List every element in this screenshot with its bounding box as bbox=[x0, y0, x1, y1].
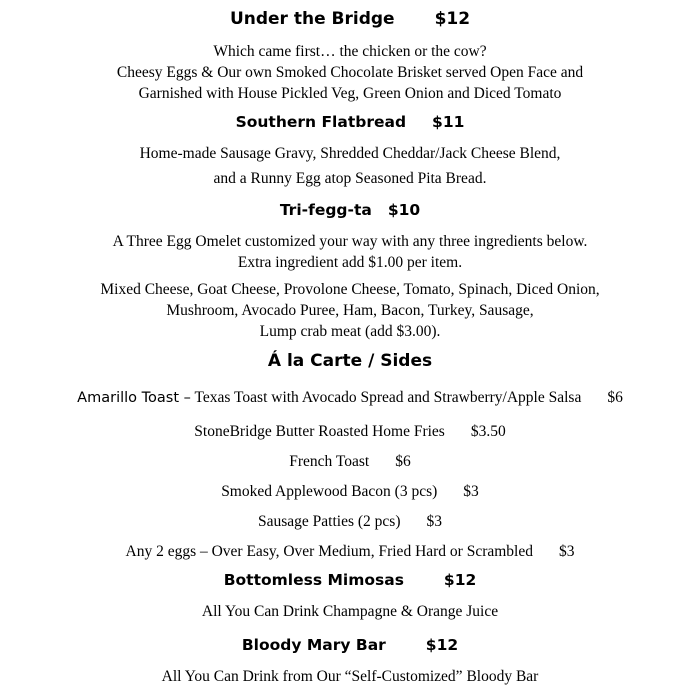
item-price: $12 bbox=[425, 636, 459, 654]
item-name: Southern Flatbread bbox=[235, 113, 407, 131]
item-price: $3 bbox=[559, 543, 575, 560]
bloody-mary-heading bbox=[0, 636, 700, 654]
item-price: $3 bbox=[426, 513, 442, 530]
southern-flatbread-heading bbox=[0, 113, 700, 131]
ingredients-line-3: Lump crab meat (add $3.00). bbox=[259, 323, 441, 340]
trifeggta-heading bbox=[0, 201, 700, 219]
item-price: $3 bbox=[463, 483, 479, 500]
under-bridge-heading bbox=[0, 9, 700, 29]
mimosas-heading bbox=[0, 571, 700, 589]
item-price: $11 bbox=[432, 113, 465, 131]
ingredients-line-1: Mixed Cheese, Goat Cheese, Provolone Cheese, Tomato, Spinach, Diced Onion, bbox=[100, 281, 600, 298]
side-item bbox=[0, 451, 700, 472]
item-name: Under the Bridge bbox=[229, 9, 395, 29]
side-item bbox=[0, 421, 700, 442]
item-name: Any 2 eggs – Over Easy, Over Medium, Fried Hard or Scrambled bbox=[125, 543, 533, 560]
sides-heading: Á la Carte / Sides bbox=[267, 351, 433, 371]
item-name: Bottomless Mimosas bbox=[223, 571, 404, 589]
side-item bbox=[0, 481, 700, 502]
item-name: Sausage Patties (2 pcs) bbox=[258, 513, 401, 530]
item-name: Bloody Mary Bar bbox=[241, 636, 386, 654]
item-desc: Texas Toast with Avocado Spread and Strawberry/Apple Salsa bbox=[194, 389, 582, 406]
item-name: Tri-fegg-ta bbox=[279, 201, 372, 219]
item-price: $6 bbox=[607, 389, 623, 406]
item-name: Smoked Applewood Bacon (3 pcs) bbox=[221, 483, 438, 500]
under-bridge-line-2: Cheesy Eggs & Our own Smoked Chocolate Brisket served Open Face and bbox=[116, 64, 584, 81]
under-bridge-line-1: Which came first… the chicken or the cow? bbox=[213, 43, 487, 60]
side-item bbox=[0, 541, 700, 562]
trifeggta-line-1: A Three Egg Omelet customized your way with any three ingredients below. bbox=[112, 233, 588, 250]
item-name: StoneBridge Butter Roasted Home Fries bbox=[194, 423, 445, 440]
ingredients-line-2: Mushroom, Avocado Puree, Ham, Bacon, Turkey, Sausage, bbox=[166, 302, 534, 319]
trifeggta-line-2: Extra ingredient add $1.00 per item. bbox=[237, 254, 463, 271]
item-price: $3.50 bbox=[470, 423, 506, 440]
mimosas-desc: All You Can Drink Champagne & Orange Juice bbox=[201, 603, 499, 620]
item-name: French Toast bbox=[289, 453, 370, 470]
item-price: $10 bbox=[387, 201, 421, 219]
amarillo-toast-line bbox=[0, 387, 700, 409]
item-price: $12 bbox=[443, 571, 477, 589]
item-price: $12 bbox=[434, 9, 471, 29]
southern-flatbread-line-1: Home-made Sausage Gravy, Shredded Cheddar/Jack Cheese Blend, bbox=[139, 145, 561, 162]
item-price: $6 bbox=[395, 453, 411, 470]
southern-flatbread-line-2: and a Runny Egg atop Seasoned Pita Bread. bbox=[213, 170, 487, 187]
under-bridge-line-3: Garnished with House Pickled Veg, Green Onion and Diced Tomato bbox=[138, 85, 562, 102]
item-name: Amarillo Toast – bbox=[77, 390, 191, 406]
side-item bbox=[0, 511, 700, 532]
bloody-mary-desc: All You Can Drink from Our “Self-Customized” Bloody Bar bbox=[161, 668, 539, 685]
